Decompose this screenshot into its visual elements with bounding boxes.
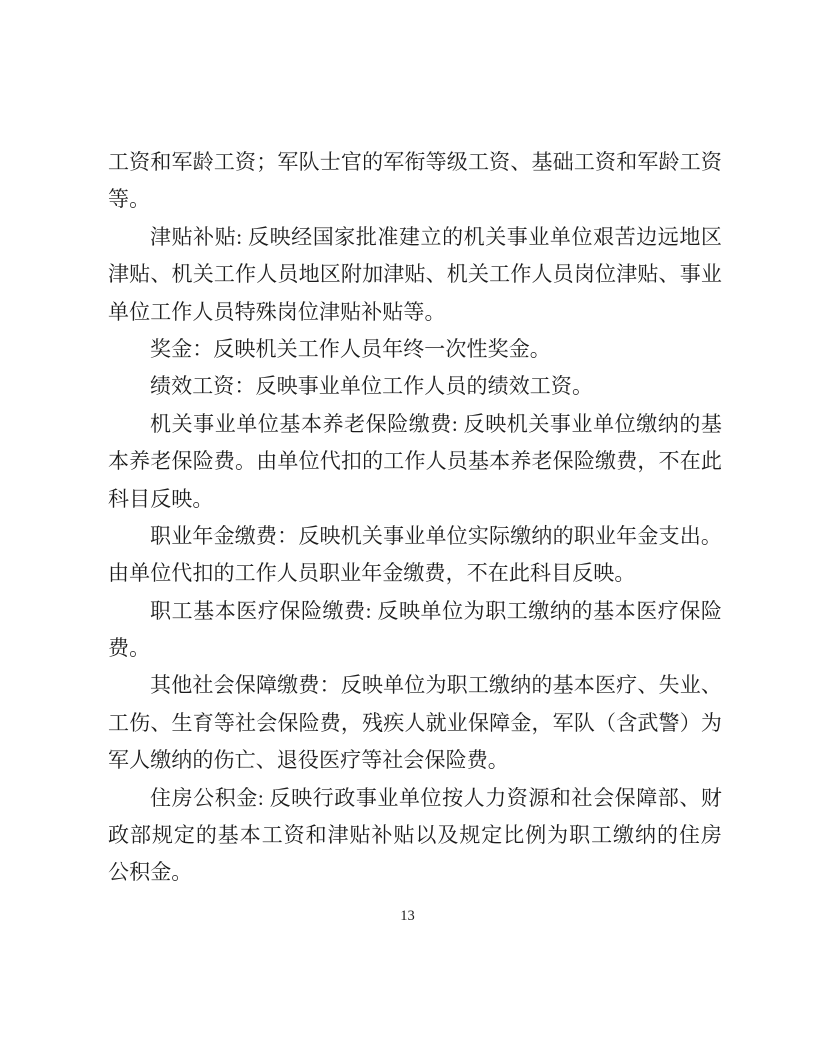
text-line: 绩效工资：反映事业单位工作人员的绩效工资。 xyxy=(150,374,594,399)
paragraph xyxy=(108,219,722,331)
page-number: 13 xyxy=(400,908,415,924)
text-line: 等。 xyxy=(108,187,151,212)
text-line: 公积金。 xyxy=(108,860,193,885)
text-line: 职业年金缴费：反映机关事业单位实际缴纳的职业年金支出。 xyxy=(150,523,722,548)
document-body xyxy=(108,144,722,892)
paragraph xyxy=(108,144,722,219)
text-line: 本养老保险费。由单位代扣的工作人员基本养老保险缴费，不在此 xyxy=(108,449,722,474)
text-line: 单位工作人员特殊岗位津贴补贴等。 xyxy=(108,299,446,324)
text-line: 津贴补贴: 反映经国家批准建立的机关事业单位艰苦边远地区 xyxy=(150,224,722,249)
paragraph xyxy=(108,780,722,892)
paragraph xyxy=(108,593,722,668)
text-line: 工伤、生育等社会保险费，残疾人就业保障金，军队（含武警）为 xyxy=(108,710,722,735)
paragraph xyxy=(108,518,722,593)
paragraph xyxy=(108,406,722,518)
text-line: 奖金：反映机关工作人员年终一次性奖金。 xyxy=(150,336,551,361)
text-line: 职工基本医疗保险缴费: 反映单位为职工缴纳的基本医疗保险 xyxy=(150,598,722,623)
text-line: 津贴、机关工作人员地区附加津贴、机关工作人员岗位津贴、事业 xyxy=(108,262,722,287)
text-line: 科目反映。 xyxy=(108,486,214,511)
paragraph xyxy=(108,368,722,405)
text-line: 机关事业单位基本养老保险缴费: 反映机关事业单位缴纳的基 xyxy=(150,411,722,436)
text-line: 由单位代扣的工作人员职业年金缴费，不在此科目反映。 xyxy=(108,561,636,586)
paragraph xyxy=(108,667,722,779)
text-line: 工资和军龄工资；军队士官的军衔等级工资、基础工资和军龄工资 xyxy=(108,150,722,174)
text-line: 其他社会保障缴费：反映单位为职工缴纳的基本医疗、失业、 xyxy=(150,673,722,698)
text-line: 住房公积金: 反映行政事业单位按人力资源和社会保障部、财 xyxy=(150,785,722,810)
text-line: 政部规定的基本工资和津贴补贴以及规定比例为职工缴纳的住房 xyxy=(108,823,722,848)
paragraph xyxy=(108,331,722,368)
text-line: 军人缴纳的伤亡、退役医疗等社会保险费。 xyxy=(108,748,509,773)
text-line: 费。 xyxy=(108,636,151,661)
